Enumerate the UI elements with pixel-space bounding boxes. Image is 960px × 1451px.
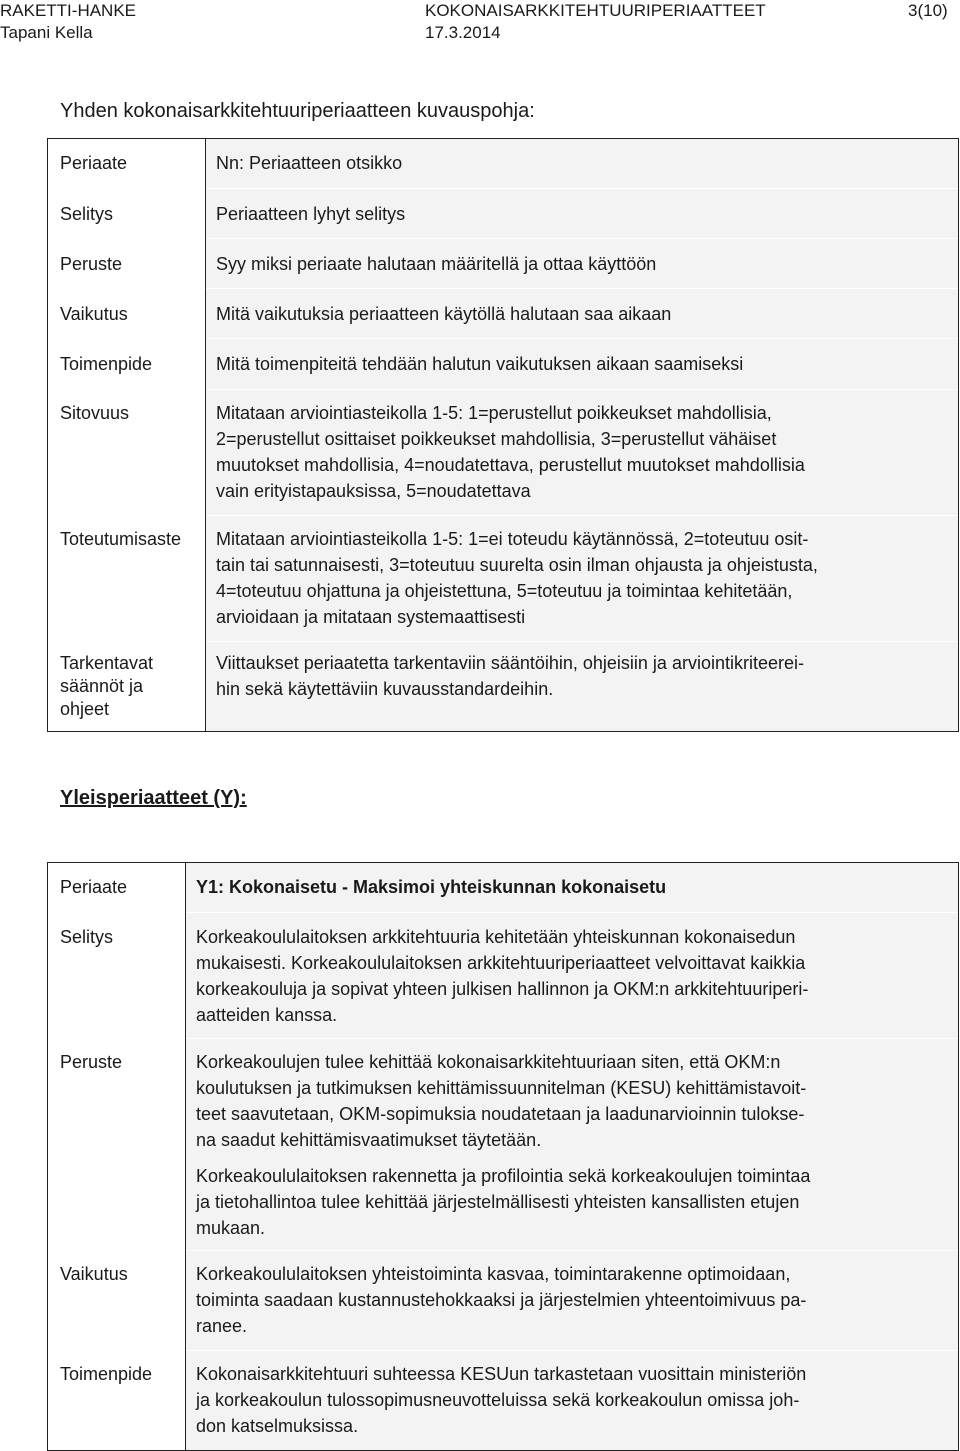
principle-selitys-line-3: korkeakouluja ja sopivat yhteen julkisen hallinnon ja OKM:n arkkitehtuuriperi- <box>196 979 809 999</box>
section-title: Yleisperiaatteet (Y): <box>60 787 247 809</box>
header-doc-title: KOKONAISARKKITEHTUURIPERIAATTEET <box>425 1 766 20</box>
principle-label-vaikutus: Vaikutus <box>60 1264 128 1284</box>
principle-peruste-1-line-1: Korkeakoulujen tulee kehittää kokonaisarkkitehtuuriaan siten, että OKM:n <box>196 1052 781 1072</box>
principle-label-periaate: Periaate <box>60 877 128 897</box>
template-label-selitys: Selitys <box>60 204 114 224</box>
principle-peruste-2-line-2: ja tietohallintoa tulee kehittää järjestelmällisesti yhteisten kansallisten etujen <box>196 1192 800 1212</box>
template-text-toimenpide: Mitä toimenpiteitä tehdään halutun vaikutuksen aikaan saamiseksi <box>216 354 744 374</box>
principle-peruste-2-line-3: mukaan. <box>196 1218 266 1238</box>
template-text-toteutumisaste-line-1: Mitataan arviointiasteikolla 1-5: 1=ei toteudu käytännössä, 2=toteutuu osit- <box>216 529 809 549</box>
principle-vaikutus-line-2: toiminta saadaan kustannustehokkaaksi ja järjestelmien yhteentoimivuus pa- <box>196 1290 807 1310</box>
template-text-vaikutus: Mitä vaikutuksia periaatteen käytöllä halutaan saa aikaan <box>216 304 672 324</box>
principle-toimenpide-line-2: ja korkeakoulun tulossopimusneuvotteluissa sekä korkeakoulun omissa joh- <box>196 1390 800 1410</box>
principle-table <box>47 862 959 1451</box>
template-text-toteutumisaste-line-3: 4=toteutuu ohjattuna ja ohjeistettuna, 5=toteutuu ja toimintaa kehitetään, <box>216 581 793 601</box>
principle-selitys-line-4: aatteiden kanssa. <box>196 1005 338 1025</box>
template-text-toteutumisaste-line-2: tain tai satunnaisesti, 3=toteutuu suurelta osin ilman ohjausta ja ohjeistusta, <box>216 555 818 575</box>
template-label-peruste: Peruste <box>60 254 123 274</box>
template-text-sitovuus-line-4: vain erityistapauksissa, 5=noudatettava <box>216 481 531 501</box>
template-text-toteutumisaste-line-4: arvioidaan ja mitataan systemaattisesti <box>216 607 526 627</box>
header-project: RAKETTI-HANKE <box>0 1 137 20</box>
template-label-vaikutus: Vaikutus <box>60 304 128 324</box>
template-text-sitovuus-line-3: muutokset mahdollisia, 4=noudatettava, perustellut muutokset mahdollisia <box>216 455 805 475</box>
principle-selitys-line-2: mukaisesti. Korkeakoululaitoksen arkkitehtuuriperiaatteet velvoittavat kaikkia <box>196 953 806 973</box>
header-page-number: 3(10) <box>908 1 948 20</box>
principle-peruste-1-line-4: na saadut kehittämisvaatimukset täytetään. <box>196 1130 542 1150</box>
principle-vaikutus-line-3: ranee. <box>196 1316 248 1336</box>
principle-peruste-1-line-3: teet saavutetaan, OKM-sopimuksia noudatetaan ja laadunarvioinnin tulokse- <box>196 1104 805 1124</box>
principle-toimenpide-line-3: don katselmuksissa. <box>196 1416 359 1436</box>
principle-peruste-2-line-1: Korkeakoululaitoksen rakennetta ja profilointia sekä korkeakoulujen toimintaa <box>196 1166 811 1186</box>
header-date: 17.3.2014 <box>425 23 501 42</box>
template-text-tarkentavat-line-1: Viittaukset periaatetta tarkentaviin sääntöihin, ohjeisiin ja arviointikriteerei- <box>216 653 804 673</box>
principle-toimenpide-line-1: Kokonaisarkkitehtuuri suhteessa KESUun tarkastetaan vuosittain ministeriön <box>196 1364 807 1384</box>
template-text-tarkentavat-line-2: hin sekä käytettäviin kuvausstandardeihin. <box>216 679 554 699</box>
principle-title: Y1: Kokonaisetu - Maksimoi yhteiskunnan kokonaisetu <box>196 877 667 897</box>
template-label-periaate: Periaate <box>60 153 128 173</box>
template-text-sitovuus-line-1: Mitataan arviointiasteikolla 1-5: 1=perustellut poikkeukset mahdollisia, <box>216 403 772 423</box>
principle-peruste-1-line-2: koulutuksen ja tutkimuksen kehittämissuunnitelman (KESU) kehittämistavoit- <box>196 1078 807 1098</box>
principle-label-toimenpide: Toimenpide <box>60 1364 153 1384</box>
principle-selitys-line-1: Korkeakoululaitoksen arkkitehtuuria kehitetään yhteiskunnan kokonaisedun <box>196 927 796 947</box>
principle-label-peruste: Peruste <box>60 1052 123 1072</box>
template-label-tarkentavat-line-2: säännöt ja <box>60 676 144 696</box>
template-label-sitovuus: Sitovuus <box>60 403 130 423</box>
template-title: Yhden kokonaisarkkitehtuuriperiaatteen kuvauspohja: <box>60 100 535 122</box>
template-text-peruste: Syy miksi periaate halutaan määritellä ja ottaa käyttöön <box>216 254 657 274</box>
template-label-tarkentavat-line-1: Tarkentavat <box>60 653 154 673</box>
principle-column-divider <box>185 863 186 1450</box>
header-author: Tapani Kella <box>0 23 93 42</box>
template-text-selitys: Periaatteen lyhyt selitys <box>216 204 406 224</box>
principle-vaikutus-line-1: Korkeakoululaitoksen yhteistoiminta kasvaa, toimintarakenne optimoidaan, <box>196 1264 791 1284</box>
template-table <box>47 138 959 732</box>
principle-label-selitys: Selitys <box>60 927 114 947</box>
template-label-toteutumisaste: Toteutumisaste <box>60 529 182 549</box>
template-text-periaate: Nn: Periaatteen otsikko <box>216 153 403 173</box>
template-column-divider <box>205 139 206 731</box>
template-label-tarkentavat-line-3: ohjeet <box>60 699 110 719</box>
template-label-toimenpide: Toimenpide <box>60 354 153 374</box>
template-text-sitovuus-line-2: 2=perustellut osittaiset poikkeukset mahdollisia, 3=perustellut vähäiset <box>216 429 777 449</box>
